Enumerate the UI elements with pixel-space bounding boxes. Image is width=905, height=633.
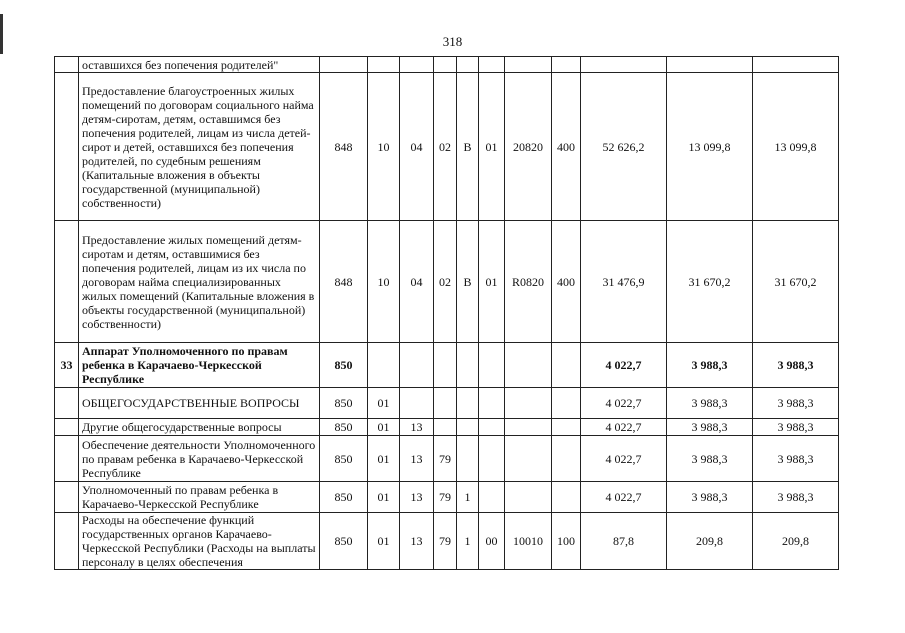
table-row [55, 221, 839, 343]
code-subsection [400, 343, 434, 388]
row-name: Аппарат Уполномоченного по правам ребенка в Карачаево-Черкесской Республике [79, 343, 320, 388]
code-section: 01 [368, 388, 400, 419]
code-expense-type: 100 [552, 513, 581, 570]
code-section: 01 [368, 436, 400, 482]
code-subsection: 13 [400, 419, 434, 436]
code-section: 10 [368, 73, 400, 221]
amount-year-2 [667, 57, 753, 73]
row-name: ОБЩЕГОСУДАРСТВЕННЫЕ ВОПРОСЫ [79, 388, 320, 419]
row-name: Обеспечение деятельности Уполномоченного по правам ребенка в Карачаево-Черкесской Республике [79, 436, 320, 482]
amount-year-1: 87,8 [581, 513, 667, 570]
code-section: 01 [368, 482, 400, 513]
amount-year-1 [581, 57, 667, 73]
code-ministry: 848 [320, 221, 368, 343]
code-section: 10 [368, 221, 400, 343]
code-subprogram [457, 436, 479, 482]
code-subprogram [457, 419, 479, 436]
code-subprogram: В [457, 221, 479, 343]
table-row [55, 73, 839, 221]
code-program [434, 57, 457, 73]
row-number [55, 419, 79, 436]
code-expense-type [552, 419, 581, 436]
table-row [55, 388, 839, 419]
row-name: Предоставление благоустроенных жилых помещений по договорам социального найма детям-сиротам, детям, оставшимся без попечения родителей, лицам из числа детей-сирот и детей, оставшихся без попечения родителей, по судебным решениям (Капитальные вложения в объекты государственной (муниципальной) собственности) [79, 73, 320, 221]
code-expense-type [552, 482, 581, 513]
code-direction: 10010 [505, 513, 552, 570]
code-program [434, 419, 457, 436]
table-row [55, 482, 839, 513]
amount-year-2: 209,8 [667, 513, 753, 570]
code-direction [505, 388, 552, 419]
amount-year-2: 3 988,3 [667, 419, 753, 436]
code-subsection: 13 [400, 482, 434, 513]
code-expense-type [552, 436, 581, 482]
code-ministry: 850 [320, 482, 368, 513]
code-activity: 01 [479, 73, 505, 221]
code-expense-type: 400 [552, 221, 581, 343]
amount-year-2: 31 670,2 [667, 221, 753, 343]
amount-year-2: 3 988,3 [667, 343, 753, 388]
code-subsection [400, 388, 434, 419]
table-row [55, 343, 839, 388]
amount-year-1: 4 022,7 [581, 419, 667, 436]
page-number: 318 [442, 34, 463, 49]
amount-year-3: 13 099,8 [753, 73, 839, 221]
row-number [55, 57, 79, 73]
code-subprogram [457, 57, 479, 73]
code-expense-type: 400 [552, 73, 581, 221]
amount-year-3: 3 988,3 [753, 388, 839, 419]
code-subsection: 04 [400, 221, 434, 343]
row-number [55, 388, 79, 419]
code-subsection: 13 [400, 513, 434, 570]
code-subprogram [457, 388, 479, 419]
code-direction: R0820 [505, 221, 552, 343]
row-number [55, 73, 79, 221]
row-number: 33 [55, 343, 79, 388]
amount-year-2: 3 988,3 [667, 482, 753, 513]
code-ministry: 850 [320, 343, 368, 388]
row-name: оставшихся без попечения родителей" [79, 57, 320, 73]
code-direction: 20820 [505, 73, 552, 221]
code-ministry [320, 57, 368, 73]
amount-year-1: 4 022,7 [581, 482, 667, 513]
code-program [434, 343, 457, 388]
code-direction [505, 482, 552, 513]
code-activity: 00 [479, 513, 505, 570]
code-section: 01 [368, 419, 400, 436]
code-ministry: 850 [320, 513, 368, 570]
code-section [368, 343, 400, 388]
code-activity: 01 [479, 221, 505, 343]
code-program: 79 [434, 436, 457, 482]
code-section: 01 [368, 513, 400, 570]
code-subsection: 04 [400, 73, 434, 221]
amount-year-2: 13 099,8 [667, 73, 753, 221]
code-subprogram [457, 343, 479, 388]
row-name: Предоставление жилых помещений детям-сиротам и детям, оставшимися без попечения родителей, лицам из их числа по договорам найма специализированных жилых помещений (Капитальные вложения в объекты государственной (муниципальной) собственности) [79, 221, 320, 343]
row-number [55, 221, 79, 343]
code-program [434, 388, 457, 419]
amount-year-3 [753, 57, 839, 73]
table-row [55, 513, 839, 570]
row-name: Расходы на обеспечение функций государственных органов Карачаево-Черкесской Республики (Расходы на выплаты персоналу в целях обеспечения [79, 513, 320, 570]
amount-year-1: 4 022,7 [581, 388, 667, 419]
code-program: 79 [434, 513, 457, 570]
table-row [55, 57, 839, 73]
code-activity [479, 419, 505, 436]
code-program: 02 [434, 221, 457, 343]
code-ministry: 850 [320, 388, 368, 419]
code-expense-type [552, 343, 581, 388]
code-subsection [400, 57, 434, 73]
code-direction [505, 419, 552, 436]
code-activity [479, 57, 505, 73]
code-subprogram: 1 [457, 513, 479, 570]
code-ministry: 850 [320, 436, 368, 482]
amount-year-3: 3 988,3 [753, 419, 839, 436]
code-expense-type [552, 57, 581, 73]
amount-year-3: 3 988,3 [753, 343, 839, 388]
code-expense-type [552, 388, 581, 419]
code-activity [479, 343, 505, 388]
code-subprogram: В [457, 73, 479, 221]
code-program: 02 [434, 73, 457, 221]
amount-year-1: 4 022,7 [581, 436, 667, 482]
table-row [55, 419, 839, 436]
code-direction [505, 343, 552, 388]
code-subprogram: 1 [457, 482, 479, 513]
amount-year-1: 52 626,2 [581, 73, 667, 221]
code-program: 79 [434, 482, 457, 513]
code-direction [505, 436, 552, 482]
row-name: Другие общегосударственные вопросы [79, 419, 320, 436]
amount-year-3: 3 988,3 [753, 482, 839, 513]
code-subsection: 13 [400, 436, 434, 482]
row-number [55, 436, 79, 482]
amount-year-2: 3 988,3 [667, 436, 753, 482]
budget-table [54, 56, 839, 570]
row-number [55, 513, 79, 570]
code-ministry: 848 [320, 73, 368, 221]
amount-year-3: 31 670,2 [753, 221, 839, 343]
table-row [55, 436, 839, 482]
amount-year-3: 209,8 [753, 513, 839, 570]
amount-year-3: 3 988,3 [753, 436, 839, 482]
code-direction [505, 57, 552, 73]
amount-year-2: 3 988,3 [667, 388, 753, 419]
row-name: Уполномоченный по правам ребенка в Карачаево-Черкесской Республике [79, 482, 320, 513]
row-number [55, 482, 79, 513]
code-section [368, 57, 400, 73]
amount-year-1: 31 476,9 [581, 221, 667, 343]
code-ministry: 850 [320, 419, 368, 436]
code-activity [479, 388, 505, 419]
code-activity [479, 482, 505, 513]
amount-year-1: 4 022,7 [581, 343, 667, 388]
code-activity [479, 436, 505, 482]
